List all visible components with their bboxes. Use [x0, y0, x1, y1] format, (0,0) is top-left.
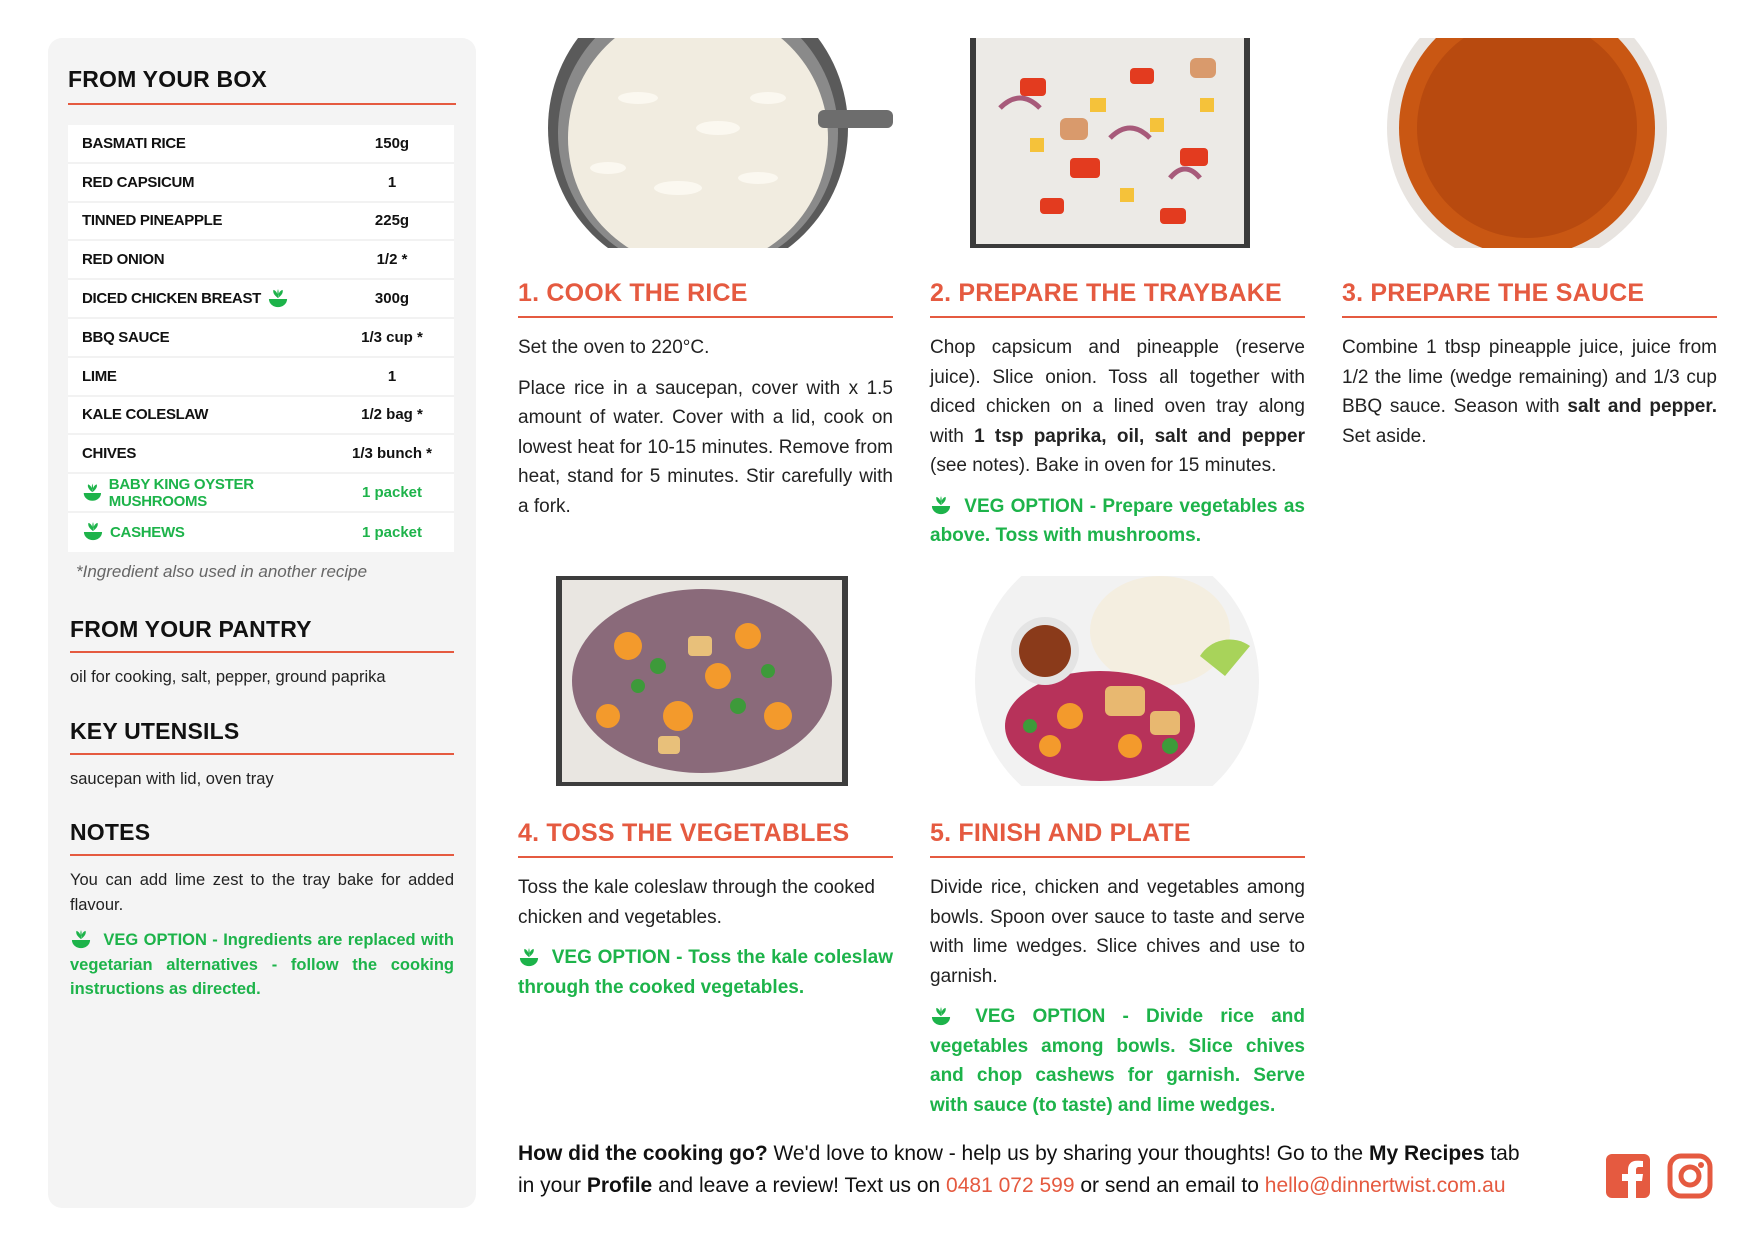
ingredient-qty: 1 — [387, 173, 397, 191]
ingredient-name: CASHEWS — [110, 523, 185, 541]
ingredient-qty: 300g — [374, 290, 410, 308]
ingredient-row — [68, 125, 454, 164]
ingredient-qty: 1/3 bunch * — [351, 445, 433, 463]
ingredient-name: DICED CHICKEN BREAST — [82, 290, 262, 308]
ingredient-row — [68, 203, 454, 242]
step-4-text: Toss the kale coleslaw through the cooked chicken and vegetables. — [518, 877, 875, 928]
step-5-title: 5. FINISH AND PLATE — [930, 819, 1305, 858]
ingredient-name: CHIVES — [82, 445, 137, 463]
phone-link[interactable]: 0481 072 599 — [946, 1174, 1075, 1197]
ingredient-qty: 150g — [374, 134, 410, 152]
leaf-bowl-icon — [518, 948, 540, 968]
step-4-title: 4. TOSS THE VEGETABLES — [518, 819, 893, 858]
rice-pan-photo — [518, 38, 893, 248]
step-2-veg-option — [930, 492, 1305, 551]
step-4-veg-option — [518, 943, 893, 1002]
ingredient-row — [68, 358, 454, 397]
step-5-body — [930, 873, 1305, 1131]
leaf-bowl-icon — [267, 289, 289, 309]
ingredient-row — [68, 280, 454, 319]
feedback-footer — [518, 1138, 1538, 1202]
feedback-text: tab in your — [518, 1142, 1520, 1197]
facebook-icon[interactable] — [1604, 1152, 1652, 1200]
instagram-icon[interactable] — [1666, 1152, 1714, 1200]
ingredient-name: BBQ SAUCE — [82, 328, 170, 346]
step-1-title: 1. COOK THE RICE — [518, 279, 893, 318]
email-link[interactable]: hello@dinnertwist.com.au — [1264, 1174, 1506, 1197]
leaf-bowl-icon — [82, 483, 103, 503]
step-2-text — [930, 333, 1305, 481]
ingredient-name: RED CAPSICUM — [82, 173, 195, 191]
pantry-section — [68, 616, 456, 690]
finished-plate-photo — [930, 576, 1305, 786]
ingredient-row — [68, 241, 454, 280]
step-3-text-part: Combine 1 tbsp pineapple juice, juice from 1/2 the lime (wedge remaining) and 1/3 cup BBQ sauce. Season with — [1342, 337, 1717, 417]
step-2-text-part: Chop capsicum and pineapple (reserve juice). Slice onion. Toss all together with diced chicken on a lined oven tray along with — [930, 337, 1305, 447]
ingredient-name-wrap — [82, 476, 342, 510]
ingredient-qty: 1/2 * — [376, 251, 408, 269]
utensils-title: KEY UTENSILS — [70, 718, 454, 755]
notes-veg-text: VEG OPTION - Ingredients are replaced with vegetarian alternatives - follow the cooking instructions as directed. — [70, 930, 454, 999]
ingredient-qty: 1 packet — [361, 484, 423, 502]
ingredient-qty: 1/3 cup * — [361, 328, 423, 346]
traybake-photo — [930, 38, 1305, 248]
step-1-text: Set the oven to 220°C. — [518, 337, 710, 358]
ingredient-name-wrap — [82, 289, 342, 309]
profile-link[interactable]: Profile — [586, 1174, 653, 1197]
ingredient-name: KALE COLESLAW — [82, 406, 209, 424]
leaf-bowl-icon — [930, 496, 952, 516]
veg-ingredient-row — [68, 474, 454, 513]
step-2-title: 2. PREPARE THE TRAYBAKE — [930, 279, 1305, 318]
ingredient-name: BABY KING OYSTER MUSHROOMS — [108, 475, 254, 510]
step-2-text-part: (see notes). Bake in oven for 15 minutes. — [930, 455, 1277, 476]
ingredient-name: BASMATI RICE — [82, 134, 186, 152]
step-2-body — [930, 333, 1305, 562]
ingredient-row — [68, 435, 454, 474]
notes-veg-option — [70, 928, 454, 1002]
step-3-text-part: Set aside. — [1342, 425, 1427, 447]
ingredient-footnote: *Ingredient also used in another recipe — [76, 561, 368, 581]
step-1-body — [518, 333, 893, 532]
leaf-bowl-icon — [82, 522, 104, 542]
leaf-bowl-icon — [70, 930, 92, 950]
tossed-vegetables-photo — [518, 576, 893, 786]
leaf-bowl-icon — [930, 1007, 952, 1027]
notes-section — [68, 819, 456, 1002]
utensils-section — [68, 718, 456, 792]
step-5-veg-text: VEG OPTION - Divide rice and vegetables among bowls. Slice chives and chop cashews for garnish. Serve with sauce (to taste) and lime wedges. — [930, 1006, 1305, 1116]
step-3-body — [1342, 333, 1717, 462]
pantry-text: oil for cooking, salt, pepper, ground paprika — [70, 667, 386, 686]
utensils-text: saucepan with lid, oven tray — [70, 769, 274, 788]
step-5-text: Divide rice, chicken and vegetables among bowls. Spoon over sauce to taste and serve with lime wedges. Slice chives and use to garnish. — [930, 877, 1305, 987]
notes-title: NOTES — [70, 819, 454, 856]
step-2-veg-text: VEG OPTION - Prepare vegetables as above. Toss with mushrooms. — [930, 495, 1305, 546]
veg-ingredient-row — [68, 513, 454, 552]
ingredient-name: TINNED PINEAPPLE — [82, 212, 223, 230]
step-3-text — [1342, 333, 1717, 451]
ingredient-name: RED ONION — [82, 251, 165, 269]
ingredient-row — [68, 397, 454, 436]
feedback-text: We'd love to know - help us by sharing your thoughts! Go to the — [767, 1142, 1369, 1165]
pantry-title: FROM YOUR PANTRY — [70, 616, 454, 653]
ingredients-panel — [48, 38, 476, 1208]
feedback-text: and leave a review! Text us on — [652, 1174, 947, 1197]
feedback-text: or send an email to — [1074, 1174, 1265, 1197]
step-4-veg-text: VEG OPTION - Toss the kale coleslaw through the cooked vegetables. — [518, 947, 893, 998]
notes-text: You can add lime zest to the tray bake for added flavour. — [70, 871, 454, 915]
ingredient-row — [68, 319, 454, 358]
step-2-text-bold: 1 tsp paprika, oil, salt and pepper — [974, 425, 1305, 447]
ingredient-qty: 1 packet — [361, 523, 423, 541]
step-4-body — [518, 873, 893, 1013]
step-5-veg-option — [930, 1002, 1305, 1120]
ingredient-row — [68, 164, 454, 203]
ingredient-name-wrap — [82, 522, 342, 542]
my-recipes-link[interactable]: My Recipes — [1368, 1142, 1485, 1165]
step-3-title: 3. PREPARE THE SAUCE — [1342, 279, 1717, 318]
ingredient-qty: 225g — [374, 212, 410, 230]
ingredient-qty: 1/2 bag * — [361, 406, 423, 424]
ingredient-name: LIME — [82, 367, 117, 385]
ingredients-table — [68, 125, 454, 552]
sauce-bowl-photo — [1342, 38, 1717, 248]
step-1-text: Place rice in a saucepan, cover with x 1.5 amount of water. Cover with a lid, cook on lowest heat for 10-15 minutes. Remove from heat, stand for 5 minutes. Stir carefully with a fork. — [518, 377, 893, 517]
feedback-question: How did the cooking go? — [518, 1142, 768, 1165]
from-box-title: FROM YOUR BOX — [68, 66, 456, 105]
step-3-text-bold: salt and pepper. — [1567, 396, 1717, 417]
ingredient-qty: 1 — [387, 367, 397, 385]
